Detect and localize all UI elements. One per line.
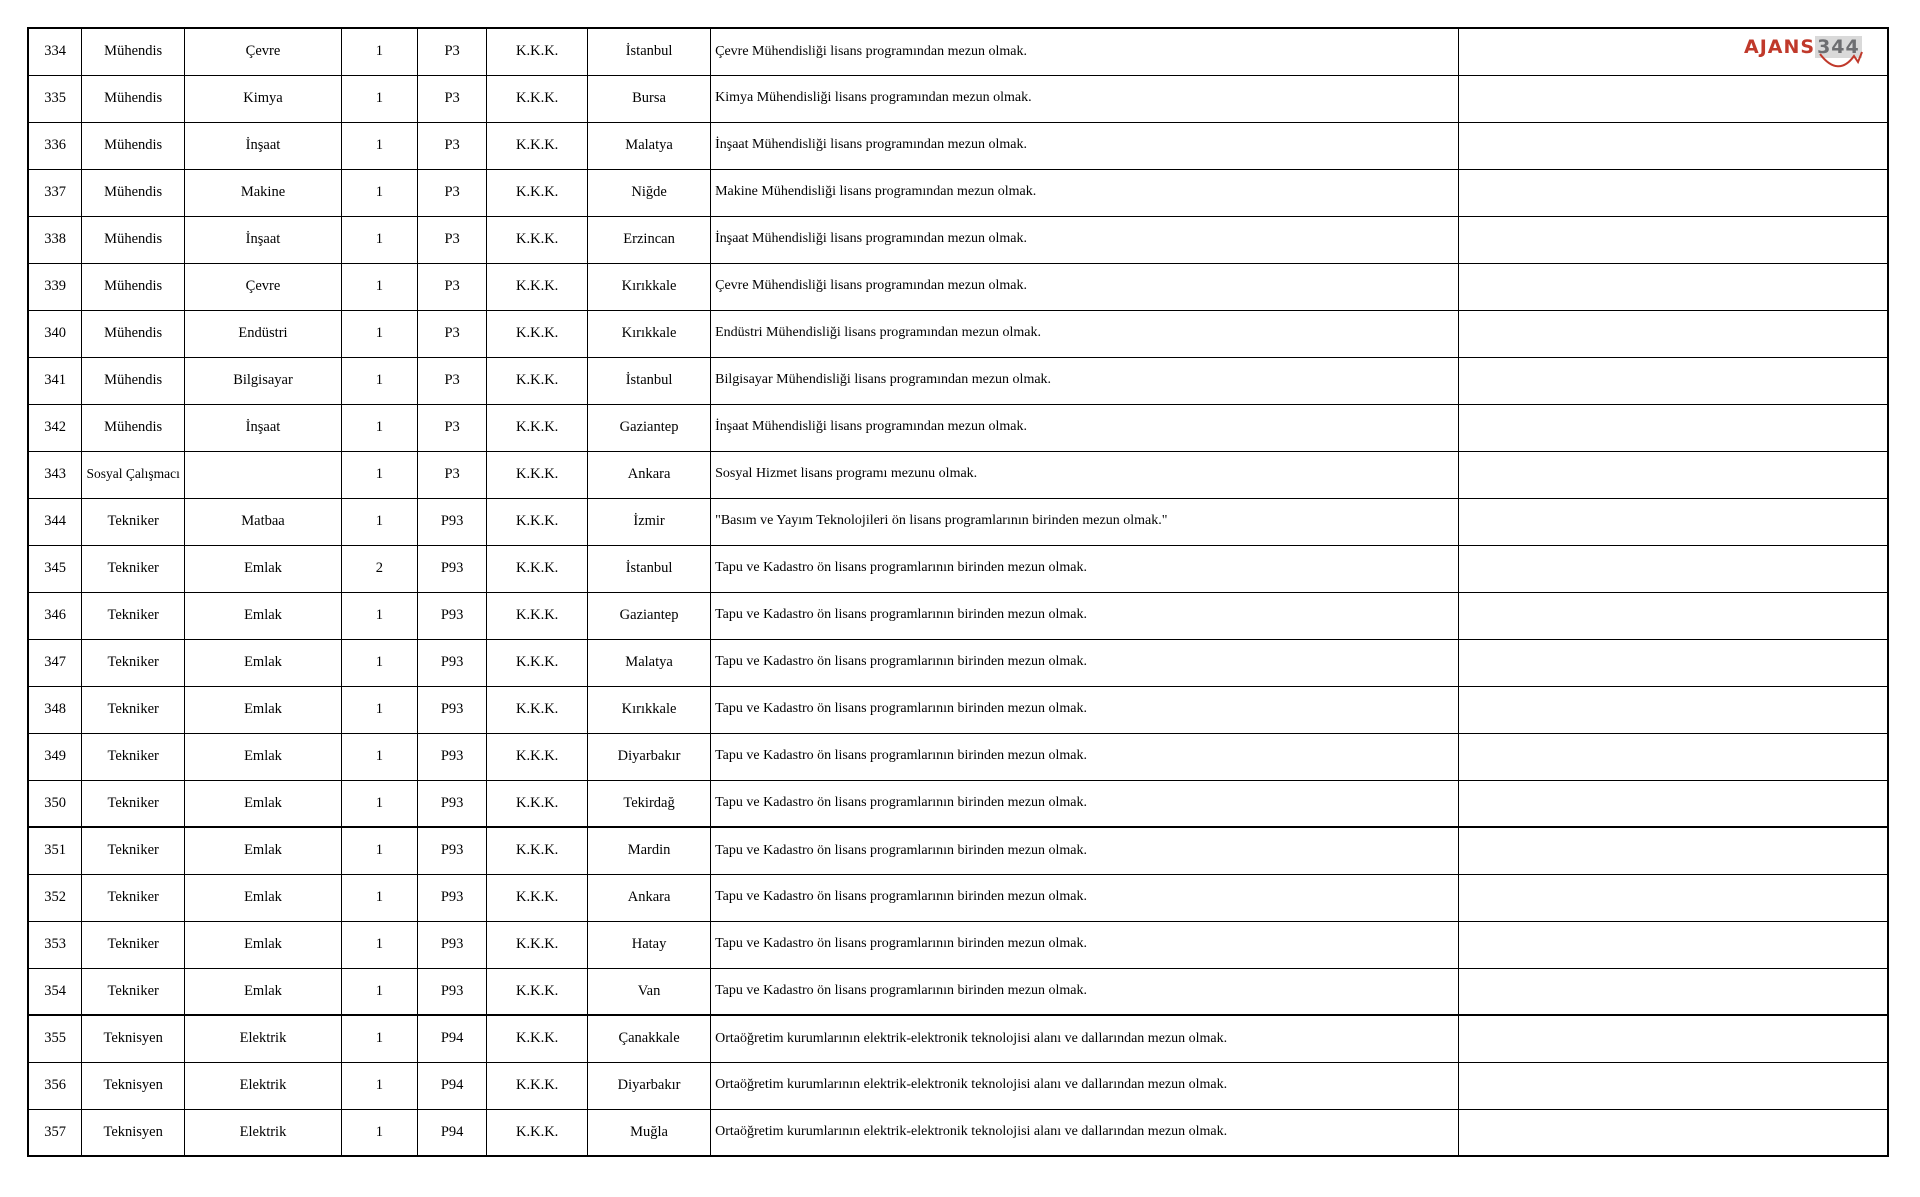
cell-brans: Emlak xyxy=(185,639,342,686)
cell-unvan: Tekniker xyxy=(82,686,185,733)
cell-adet: 1 xyxy=(341,122,417,169)
cell-aciklama xyxy=(1458,263,1888,310)
cell-sira-no: 343 xyxy=(28,451,82,498)
cell-birim: K.K.K. xyxy=(487,639,588,686)
cell-adet: 1 xyxy=(341,498,417,545)
cell-puan-turu: P3 xyxy=(417,75,486,122)
cell-aciklama xyxy=(1458,874,1888,921)
cell-aciklama xyxy=(1458,827,1888,874)
cell-nitelik: Tapu ve Kadastro ön lisans programlarının birinden mezun olmak. xyxy=(711,827,1459,874)
cell-il: Tekirdağ xyxy=(588,780,711,827)
cell-sira-no: 334 xyxy=(28,28,82,75)
cell-puan-turu: P3 xyxy=(417,216,486,263)
cell-unvan: Mühendis xyxy=(82,216,185,263)
cell-il: Diyarbakır xyxy=(588,733,711,780)
cell-brans xyxy=(185,451,342,498)
cell-adet: 1 xyxy=(341,874,417,921)
cell-birim: K.K.K. xyxy=(487,874,588,921)
cell-unvan: Mühendis xyxy=(82,28,185,75)
cell-puan-turu: P93 xyxy=(417,921,486,968)
cell-brans: İnşaat xyxy=(185,404,342,451)
cell-aciklama xyxy=(1458,451,1888,498)
table-row xyxy=(28,357,1888,404)
cell-brans: İnşaat xyxy=(185,216,342,263)
cell-nitelik: Ortaöğretim kurumlarının elektrik-elektronik teknolojisi alanı ve dallarından mezun olmak. xyxy=(711,1109,1459,1156)
cell-aciklama xyxy=(1458,639,1888,686)
cell-nitelik: Tapu ve Kadastro ön lisans programlarının birinden mezun olmak. xyxy=(711,639,1459,686)
cell-nitelik: Tapu ve Kadastro ön lisans programlarının birinden mezun olmak. xyxy=(711,686,1459,733)
cell-brans: Emlak xyxy=(185,921,342,968)
table-row xyxy=(28,827,1888,874)
cell-nitelik: Bilgisayar Mühendisliği lisans programından mezun olmak. xyxy=(711,357,1459,404)
cell-sira-no: 336 xyxy=(28,122,82,169)
cell-birim: K.K.K. xyxy=(487,263,588,310)
cell-puan-turu: P3 xyxy=(417,404,486,451)
cell-unvan: Teknisyen xyxy=(82,1109,185,1156)
cell-sira-no: 354 xyxy=(28,968,82,1015)
cell-birim: K.K.K. xyxy=(487,169,588,216)
cell-il: Bursa xyxy=(588,75,711,122)
cell-aciklama xyxy=(1458,1015,1888,1062)
cell-birim: K.K.K. xyxy=(487,592,588,639)
cell-aciklama xyxy=(1458,28,1888,75)
table-row xyxy=(28,263,1888,310)
cell-adet: 1 xyxy=(341,1109,417,1156)
cell-il: Malatya xyxy=(588,122,711,169)
cell-unvan: Tekniker xyxy=(82,921,185,968)
cell-puan-turu: P94 xyxy=(417,1062,486,1109)
cell-nitelik: Çevre Mühendisliği lisans programından mezun olmak. xyxy=(711,263,1459,310)
cell-aciklama xyxy=(1458,357,1888,404)
cell-sira-no: 352 xyxy=(28,874,82,921)
cell-puan-turu: P93 xyxy=(417,639,486,686)
cell-adet: 1 xyxy=(341,921,417,968)
cell-nitelik: Tapu ve Kadastro ön lisans programlarının birinden mezun olmak. xyxy=(711,921,1459,968)
cell-aciklama xyxy=(1458,545,1888,592)
cell-birim: K.K.K. xyxy=(487,827,588,874)
table-row xyxy=(28,968,1888,1015)
cell-unvan: Mühendis xyxy=(82,310,185,357)
cell-aciklama xyxy=(1458,75,1888,122)
cell-nitelik: Endüstri Mühendisliği lisans programından mezun olmak. xyxy=(711,310,1459,357)
cell-aciklama xyxy=(1458,968,1888,1015)
cell-adet: 1 xyxy=(341,451,417,498)
cell-nitelik: İnşaat Mühendisliği lisans programından mezun olmak. xyxy=(711,404,1459,451)
table-row xyxy=(28,1062,1888,1109)
cell-birim: K.K.K. xyxy=(487,780,588,827)
cell-birim: K.K.K. xyxy=(487,733,588,780)
cell-aciklama xyxy=(1458,404,1888,451)
table-row xyxy=(28,874,1888,921)
cell-adet: 2 xyxy=(341,545,417,592)
cell-il: Gaziantep xyxy=(588,404,711,451)
cell-brans: Endüstri xyxy=(185,310,342,357)
cell-brans: İnşaat xyxy=(185,122,342,169)
cell-brans: Emlak xyxy=(185,780,342,827)
table-row xyxy=(28,686,1888,733)
cell-birim: K.K.K. xyxy=(487,310,588,357)
cell-brans: Çevre xyxy=(185,28,342,75)
cell-birim: K.K.K. xyxy=(487,451,588,498)
cell-puan-turu: P3 xyxy=(417,310,486,357)
cell-puan-turu: P93 xyxy=(417,592,486,639)
cell-il: Mardin xyxy=(588,827,711,874)
cell-brans: Elektrik xyxy=(185,1062,342,1109)
cell-adet: 1 xyxy=(341,404,417,451)
cell-il: Kırıkkale xyxy=(588,310,711,357)
cell-unvan: Tekniker xyxy=(82,545,185,592)
table-row xyxy=(28,498,1888,545)
logo-number: 344 xyxy=(1817,36,1860,58)
table-row xyxy=(28,310,1888,357)
cell-birim: K.K.K. xyxy=(487,686,588,733)
cell-birim: K.K.K. xyxy=(487,122,588,169)
cell-aciklama xyxy=(1458,310,1888,357)
listing-table-body xyxy=(28,28,1888,1156)
cell-unvan: Mühendis xyxy=(82,404,185,451)
cell-unvan: Tekniker xyxy=(82,968,185,1015)
cell-il: Çanakkale xyxy=(588,1015,711,1062)
cell-sira-no: 353 xyxy=(28,921,82,968)
cell-nitelik: Kimya Mühendisliği lisans programından mezun olmak. xyxy=(711,75,1459,122)
cell-unvan: Tekniker xyxy=(82,733,185,780)
cell-il: Ankara xyxy=(588,451,711,498)
cell-puan-turu: P3 xyxy=(417,28,486,75)
cell-brans: Emlak xyxy=(185,827,342,874)
cell-aciklama xyxy=(1458,498,1888,545)
cell-nitelik: Tapu ve Kadastro ön lisans programlarının birinden mezun olmak. xyxy=(711,545,1459,592)
cell-puan-turu: P93 xyxy=(417,968,486,1015)
cell-birim: K.K.K. xyxy=(487,1109,588,1156)
cell-birim: K.K.K. xyxy=(487,545,588,592)
cell-adet: 1 xyxy=(341,827,417,874)
cell-puan-turu: P93 xyxy=(417,733,486,780)
cell-il: İstanbul xyxy=(588,357,711,404)
cell-puan-turu: P94 xyxy=(417,1109,486,1156)
cell-sira-no: 341 xyxy=(28,357,82,404)
cell-brans: Emlak xyxy=(185,733,342,780)
cell-aciklama xyxy=(1458,169,1888,216)
table-row xyxy=(28,639,1888,686)
cell-adet: 1 xyxy=(341,780,417,827)
cell-adet: 1 xyxy=(341,592,417,639)
cell-unvan: Tekniker xyxy=(82,874,185,921)
cell-brans: Emlak xyxy=(185,686,342,733)
cell-aciklama xyxy=(1458,921,1888,968)
cell-il: İstanbul xyxy=(588,545,711,592)
table-row xyxy=(28,28,1888,75)
cell-brans: Çevre xyxy=(185,263,342,310)
cell-adet: 1 xyxy=(341,357,417,404)
cell-nitelik: Ortaöğretim kurumlarının elektrik-elektronik teknolojisi alanı ve dallarından mezun olmak. xyxy=(711,1062,1459,1109)
cell-il: Hatay xyxy=(588,921,711,968)
cell-unvan: Mühendis xyxy=(82,75,185,122)
cell-aciklama xyxy=(1458,216,1888,263)
cell-sira-no: 340 xyxy=(28,310,82,357)
table-row xyxy=(28,169,1888,216)
cell-puan-turu: P3 xyxy=(417,122,486,169)
table-row xyxy=(28,921,1888,968)
cell-il: Kırıkkale xyxy=(588,686,711,733)
cell-unvan: Tekniker xyxy=(82,639,185,686)
cell-brans: Bilgisayar xyxy=(185,357,342,404)
cell-unvan: Mühendis xyxy=(82,169,185,216)
cell-il: Diyarbakır xyxy=(588,1062,711,1109)
cell-brans: Kimya xyxy=(185,75,342,122)
cell-unvan: Tekniker xyxy=(82,498,185,545)
cell-birim: K.K.K. xyxy=(487,1015,588,1062)
cell-nitelik: Sosyal Hizmet lisans programı mezunu olmak. xyxy=(711,451,1459,498)
cell-il: Malatya xyxy=(588,639,711,686)
cell-il: Erzincan xyxy=(588,216,711,263)
cell-brans: Elektrik xyxy=(185,1109,342,1156)
cell-sira-no: 337 xyxy=(28,169,82,216)
cell-sira-no: 351 xyxy=(28,827,82,874)
cell-brans: Emlak xyxy=(185,968,342,1015)
cell-unvan: Tekniker xyxy=(82,827,185,874)
cell-birim: K.K.K. xyxy=(487,498,588,545)
cell-aciklama xyxy=(1458,733,1888,780)
cell-il: İstanbul xyxy=(588,28,711,75)
cell-puan-turu: P93 xyxy=(417,498,486,545)
table-row xyxy=(28,780,1888,827)
cell-nitelik: Tapu ve Kadastro ön lisans programlarının birinden mezun olmak. xyxy=(711,968,1459,1015)
cell-brans: Emlak xyxy=(185,545,342,592)
table-row xyxy=(28,592,1888,639)
cell-adet: 1 xyxy=(341,310,417,357)
cell-puan-turu: P93 xyxy=(417,686,486,733)
cell-brans: Emlak xyxy=(185,874,342,921)
cell-puan-turu: P3 xyxy=(417,169,486,216)
cell-puan-turu: P93 xyxy=(417,874,486,921)
cell-birim: K.K.K. xyxy=(487,404,588,451)
cell-brans: Elektrik xyxy=(185,1015,342,1062)
cell-adet: 1 xyxy=(341,169,417,216)
cell-nitelik: Tapu ve Kadastro ön lisans programlarının birinden mezun olmak. xyxy=(711,780,1459,827)
cell-unvan: Mühendis xyxy=(82,122,185,169)
cell-adet: 1 xyxy=(341,28,417,75)
table-row xyxy=(28,451,1888,498)
cell-sira-no: 335 xyxy=(28,75,82,122)
cell-nitelik: İnşaat Mühendisliği lisans programından mezun olmak. xyxy=(711,216,1459,263)
cell-puan-turu: P93 xyxy=(417,827,486,874)
cell-sira-no: 355 xyxy=(28,1015,82,1062)
cell-birim: K.K.K. xyxy=(487,216,588,263)
cell-birim: K.K.K. xyxy=(487,75,588,122)
table-row xyxy=(28,733,1888,780)
table-row xyxy=(28,1109,1888,1156)
cell-unvan: Teknisyen xyxy=(82,1062,185,1109)
cell-nitelik: "Basım ve Yayım Teknolojileri ön lisans programlarının birinden mezun olmak." xyxy=(711,498,1459,545)
cell-aciklama xyxy=(1458,122,1888,169)
table-row xyxy=(28,122,1888,169)
cell-sira-no: 356 xyxy=(28,1062,82,1109)
cell-unvan: Tekniker xyxy=(82,592,185,639)
cell-brans: Makine xyxy=(185,169,342,216)
cell-sira-no: 342 xyxy=(28,404,82,451)
cell-nitelik: Tapu ve Kadastro ön lisans programlarının birinden mezun olmak. xyxy=(711,874,1459,921)
cell-il: İzmir xyxy=(588,498,711,545)
cell-unvan: Sosyal Çalışmacı xyxy=(82,451,185,498)
listing-table xyxy=(27,27,1889,1157)
cell-il: Van xyxy=(588,968,711,1015)
cell-sira-no: 339 xyxy=(28,263,82,310)
cell-puan-turu: P3 xyxy=(417,263,486,310)
cell-nitelik: Makine Mühendisliği lisans programından mezun olmak. xyxy=(711,169,1459,216)
cell-brans: Emlak xyxy=(185,592,342,639)
cell-adet: 1 xyxy=(341,216,417,263)
table-row xyxy=(28,216,1888,263)
cell-puan-turu: P93 xyxy=(417,545,486,592)
cell-adet: 1 xyxy=(341,733,417,780)
cell-unvan: Tekniker xyxy=(82,780,185,827)
cell-nitelik: Ortaöğretim kurumlarının elektrik-elektronik teknolojisi alanı ve dallarından mezun olmak. xyxy=(711,1015,1459,1062)
logo-brand: AJANS xyxy=(1744,36,1816,58)
cell-sira-no: 349 xyxy=(28,733,82,780)
cell-aciklama xyxy=(1458,1062,1888,1109)
cell-sira-no: 345 xyxy=(28,545,82,592)
cell-adet: 1 xyxy=(341,263,417,310)
cell-adet: 1 xyxy=(341,686,417,733)
listing-table-container xyxy=(27,27,1889,1157)
cell-il: Niğde xyxy=(588,169,711,216)
cell-il: Muğla xyxy=(588,1109,711,1156)
cell-puan-turu: P93 xyxy=(417,780,486,827)
cell-sira-no: 348 xyxy=(28,686,82,733)
cell-puan-turu: P3 xyxy=(417,357,486,404)
cell-birim: K.K.K. xyxy=(487,921,588,968)
cell-il: Kırıkkale xyxy=(588,263,711,310)
cell-sira-no: 346 xyxy=(28,592,82,639)
cell-nitelik: Çevre Mühendisliği lisans programından mezun olmak. xyxy=(711,28,1459,75)
cell-sira-no: 344 xyxy=(28,498,82,545)
table-row xyxy=(28,75,1888,122)
table-row xyxy=(28,404,1888,451)
cell-puan-turu: P94 xyxy=(417,1015,486,1062)
cell-aciklama xyxy=(1458,592,1888,639)
table-row xyxy=(28,1015,1888,1062)
cell-nitelik: Tapu ve Kadastro ön lisans programlarının birinden mezun olmak. xyxy=(711,592,1459,639)
cell-brans: Matbaa xyxy=(185,498,342,545)
cell-adet: 1 xyxy=(341,639,417,686)
cell-aciklama xyxy=(1458,686,1888,733)
cell-adet: 1 xyxy=(341,968,417,1015)
cell-adet: 1 xyxy=(341,1015,417,1062)
cell-birim: K.K.K. xyxy=(487,1062,588,1109)
cell-unvan: Teknisyen xyxy=(82,1015,185,1062)
cell-birim: K.K.K. xyxy=(487,968,588,1015)
cell-sira-no: 357 xyxy=(28,1109,82,1156)
cell-sira-no: 350 xyxy=(28,780,82,827)
cell-sira-no: 338 xyxy=(28,216,82,263)
cell-il: Ankara xyxy=(588,874,711,921)
cell-birim: K.K.K. xyxy=(487,357,588,404)
cell-unvan: Mühendis xyxy=(82,263,185,310)
cell-sira-no: 347 xyxy=(28,639,82,686)
cell-puan-turu: P3 xyxy=(417,451,486,498)
cell-unvan: Mühendis xyxy=(82,357,185,404)
table-row xyxy=(28,545,1888,592)
cell-aciklama xyxy=(1458,1109,1888,1156)
cell-il: Gaziantep xyxy=(588,592,711,639)
cell-nitelik: İnşaat Mühendisliği lisans programından mezun olmak. xyxy=(711,122,1459,169)
cell-adet: 1 xyxy=(341,1062,417,1109)
cell-adet: 1 xyxy=(341,75,417,122)
cell-aciklama xyxy=(1458,780,1888,827)
cell-birim: K.K.K. xyxy=(487,28,588,75)
cell-nitelik: Tapu ve Kadastro ön lisans programlarının birinden mezun olmak. xyxy=(711,733,1459,780)
